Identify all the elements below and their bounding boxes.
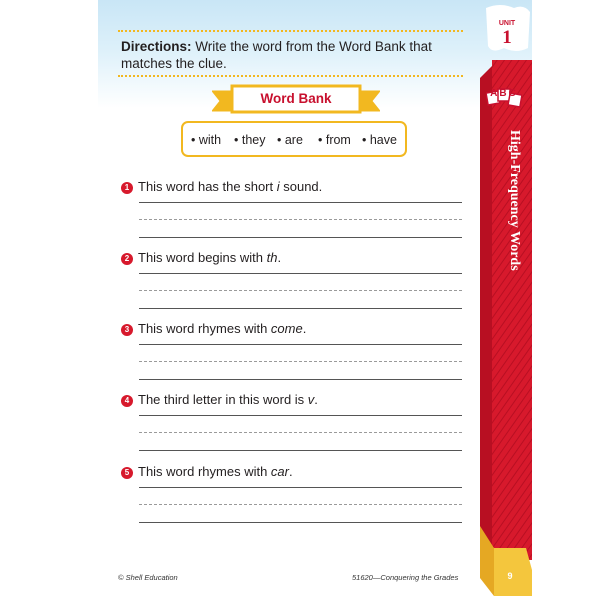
question-clue [138,321,306,336]
question-clue [138,179,322,194]
question-number-badge: 3 [121,324,133,336]
word-bank-word: • have [362,133,397,147]
answer-line-base [139,308,462,309]
word-bank-word: • they [234,133,266,147]
clue-text: The third letter in this word is [138,392,308,407]
clue-emphasis: v [307,392,315,407]
question-number-badge: 1 [121,182,133,194]
footer-publisher: © Shell Education [118,573,178,582]
clue-emphasis: come [270,321,303,336]
question-clue [138,250,281,265]
answer-line-base [139,237,462,238]
clue-text-end: . [277,250,282,265]
answer-line-top[interactable] [139,273,462,274]
answer-line-mid [139,219,462,220]
answer-line-top[interactable] [139,415,462,416]
question-number-badge: 4 [121,395,133,407]
section-title-vertical [502,130,522,320]
clue-text: This word rhymes with [138,464,271,479]
unit-label: UNIT [498,20,516,27]
word-bank-title: Word Bank [260,91,332,106]
clue-text-end: . [314,392,318,407]
answer-line-mid [139,504,462,505]
unit-number: 1 [502,27,512,48]
answer-line-mid [139,290,462,291]
directions-text: Write the word from the Word Bank that matches the clue. [121,39,432,71]
clue-text: This word begins with [138,250,267,265]
clue-emphasis: car [270,464,289,479]
answer-line-mid [139,361,462,362]
directions [121,38,461,72]
page-number: 9 [507,571,513,581]
question-number-badge: 5 [121,467,133,479]
question-clue [138,464,293,479]
answer-line-top[interactable] [139,202,462,203]
clue-text-end: sound. [279,179,323,194]
directions-label: Directions: [121,39,192,54]
answer-line-base [139,450,462,451]
mid-dotted-divider [118,75,463,77]
section-title: High-Frequency Words [507,130,522,271]
word-bank-word: • are [277,133,303,147]
answer-line-base [139,522,462,523]
clue-emphasis: i [276,179,280,194]
top-dotted-divider [118,30,463,32]
abc-logo-text: ABC [490,88,518,99]
clue-text: This word has the short [138,179,277,194]
answer-line-base [139,379,462,380]
question-clue [138,392,318,407]
clue-text: This word rhymes with [138,321,271,336]
answer-line-mid [139,432,462,433]
question-number-badge: 2 [121,253,133,265]
clue-text-end: . [302,321,307,336]
word-bank-word: • with [191,133,222,147]
answer-line-top[interactable] [139,487,462,488]
clue-emphasis: th [266,250,278,265]
clue-text-end: . [288,464,293,479]
footer-book-title: 51620—Conquering the Grades [352,573,459,582]
word-bank-word: • from [318,133,351,147]
answer-line-top[interactable] [139,344,462,345]
